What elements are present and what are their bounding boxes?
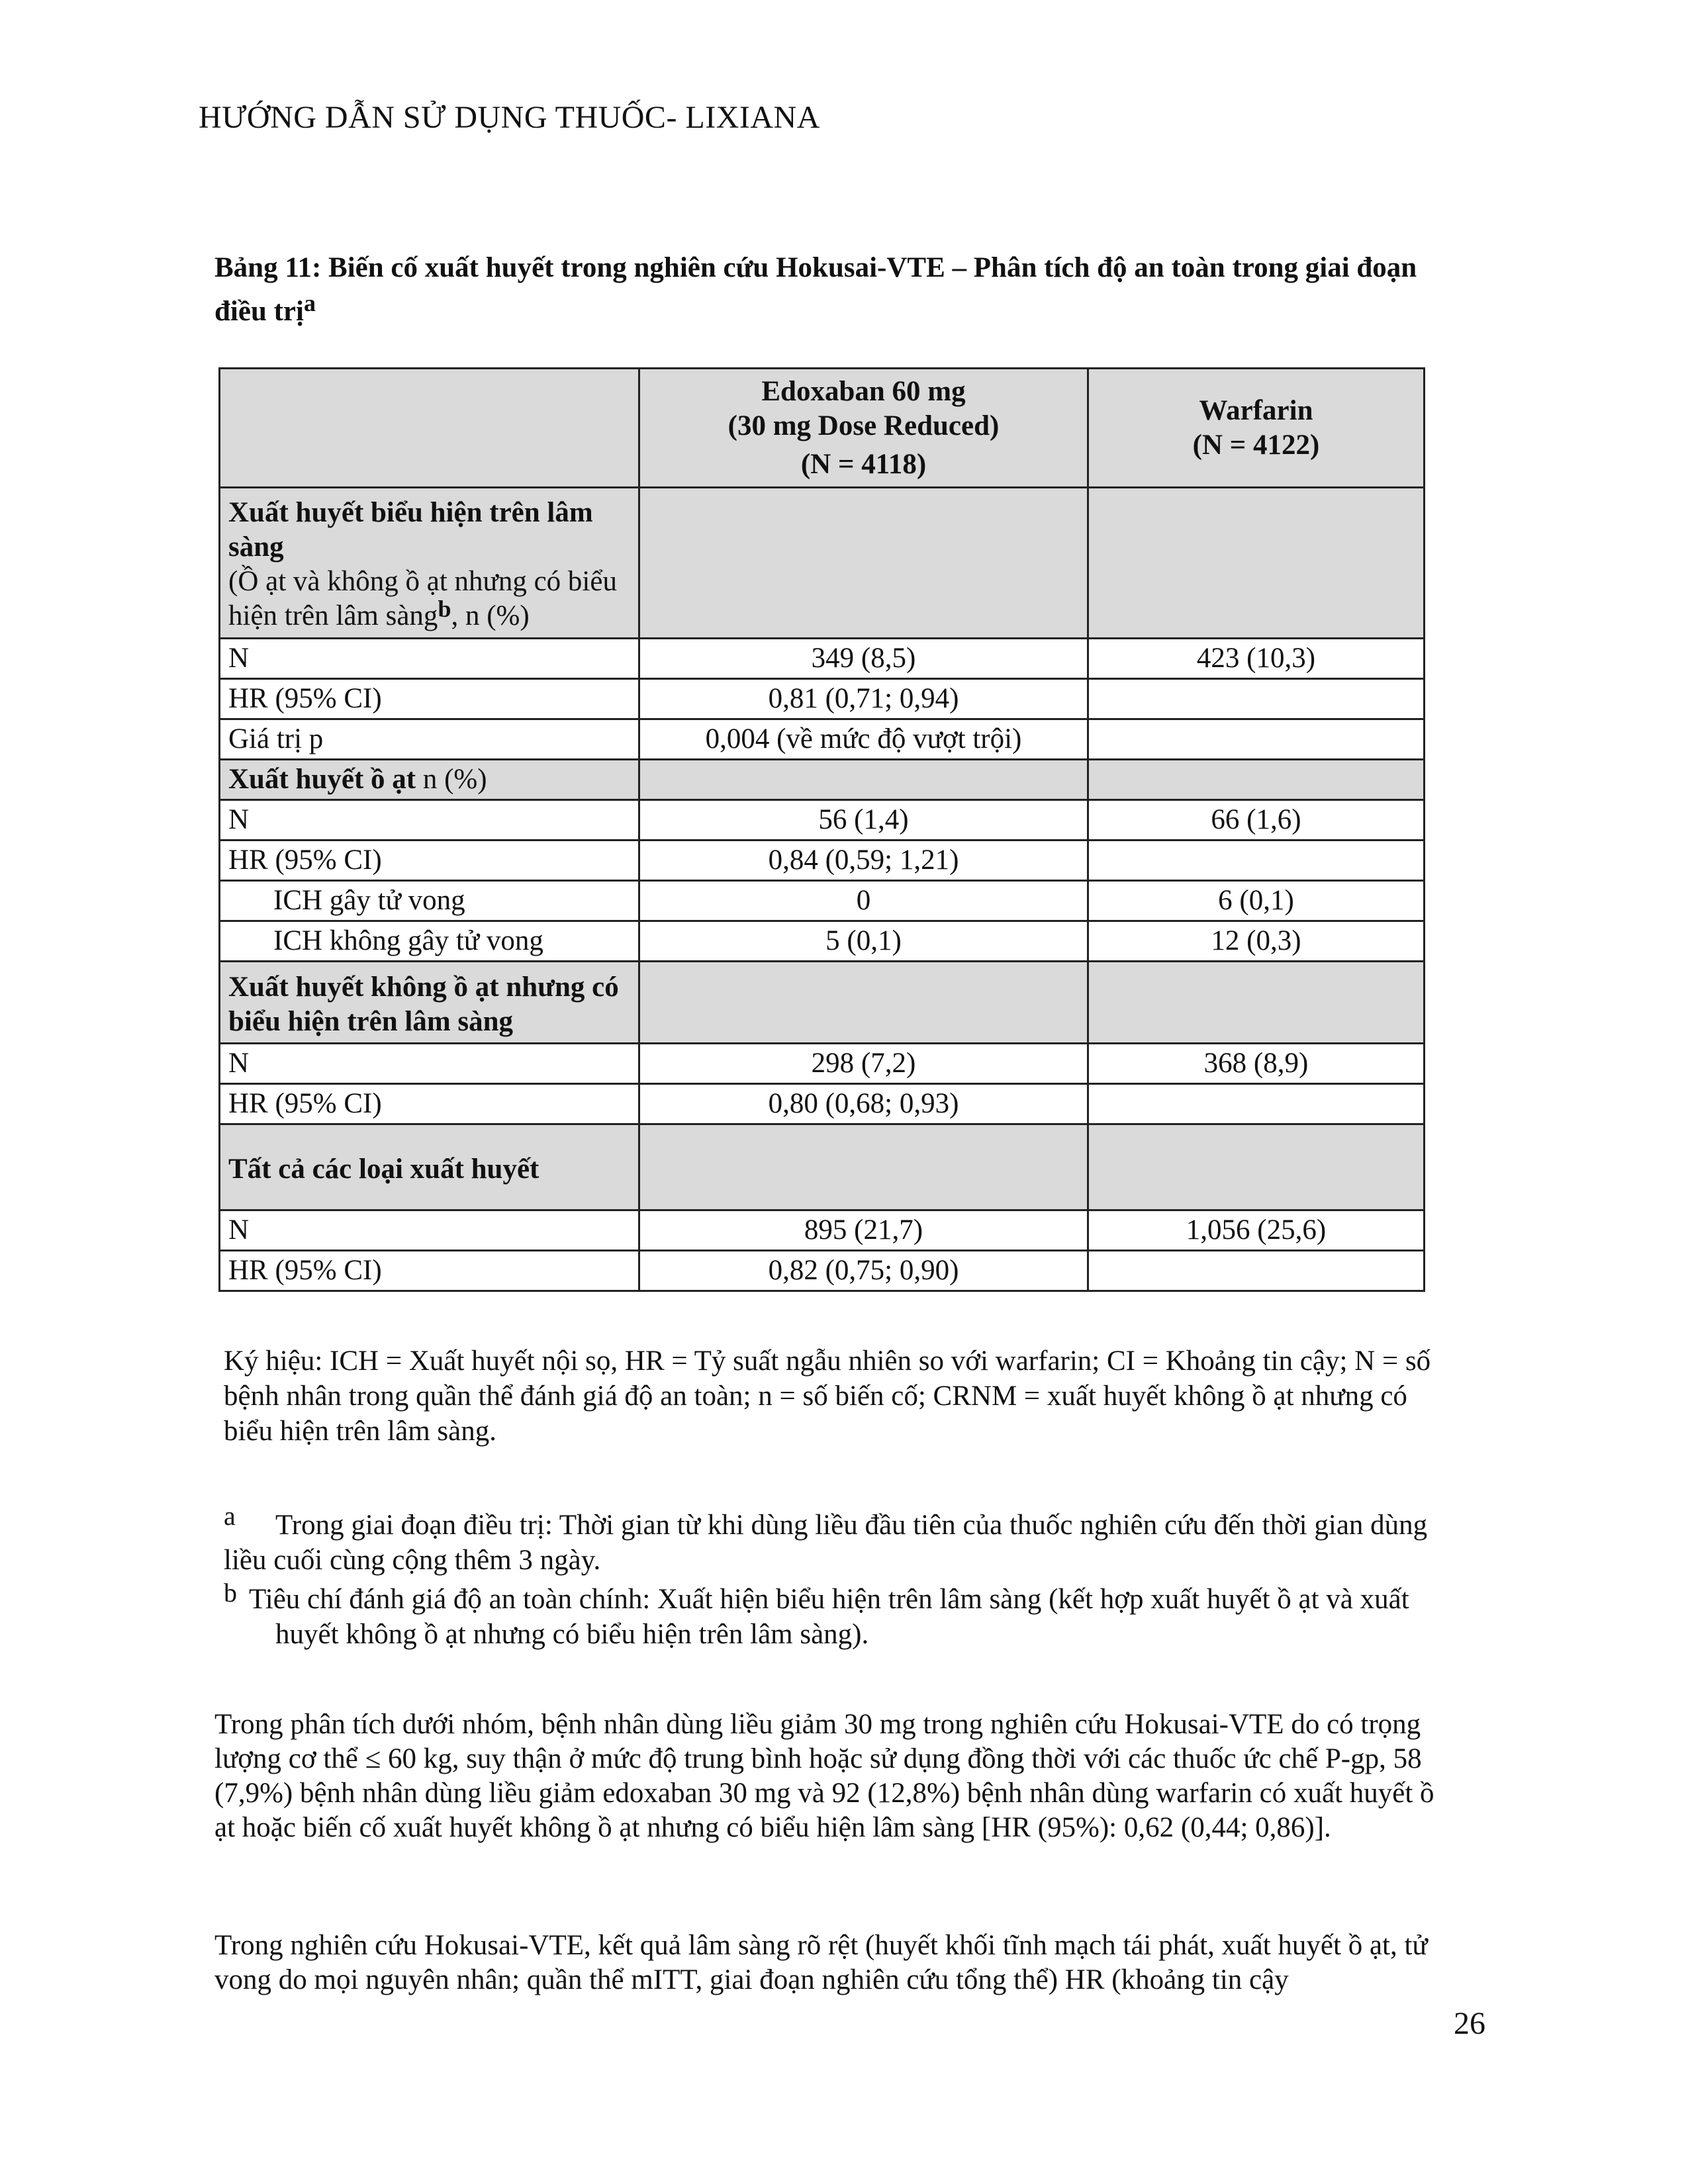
bleeding-events-table: [218, 367, 1425, 1292]
warfarin-column-header: Warfarin (N = 4122): [1088, 369, 1425, 488]
table-row: [220, 1251, 1425, 1291]
row-label: HR (95% CI): [220, 841, 639, 881]
page-number: 26: [1454, 2006, 1485, 2041]
edoxaban-value: 0,81 (0,71; 0,94): [639, 679, 1088, 719]
edoxaban-value: 56 (1,4): [639, 800, 1088, 841]
table-row: [220, 719, 1425, 760]
edoxaban-value: 349 (8,5): [639, 639, 1088, 679]
table-row: [220, 1044, 1425, 1084]
row-label: N: [220, 1044, 639, 1084]
section-empty-cell: [1088, 488, 1425, 639]
footnote-b: [224, 1578, 1468, 1652]
footnote-marker: b: [438, 595, 451, 622]
section-header-row: [220, 760, 1425, 800]
section-empty-cell: [639, 1124, 1088, 1210]
section-title-major-bleeding: Xuất huyết ồ ạt n (%): [220, 760, 639, 800]
table-header-row: [220, 369, 1425, 488]
section-empty-cell: [639, 760, 1088, 800]
section-empty-cell: [1088, 760, 1425, 800]
footnote-marker: b: [224, 1578, 237, 1608]
warfarin-value: 12 (0,3): [1088, 921, 1425, 962]
edoxaban-value: 0,004 (về mức độ vượt trội): [639, 719, 1088, 760]
section-empty-cell: [1088, 962, 1425, 1044]
edoxaban-value: 895 (21,7): [639, 1210, 1088, 1251]
edoxaban-value: 5 (0,1): [639, 921, 1088, 962]
table-row: [220, 921, 1425, 962]
section-title-all-bleeding: Tất cả các loại xuất huyết: [220, 1124, 639, 1210]
row-label: ICH gây tử vong: [220, 881, 639, 921]
warfarin-value: 66 (1,6): [1088, 800, 1425, 841]
footnote-text: Trong giai đoạn điều trị: Thời gian từ khi dùng liều đầu tiên của thuốc nghiên cứu đến thời gian dùng liều cuối cùng cộng thêm 3 ngày.: [224, 1510, 1428, 1576]
row-label: N: [220, 639, 639, 679]
table-row: [220, 800, 1425, 841]
warfarin-value: 423 (10,3): [1088, 639, 1425, 679]
edoxaban-value: 0,84 (0,59; 1,21): [639, 841, 1088, 881]
warfarin-value: [1088, 1084, 1425, 1124]
table-row: [220, 1084, 1425, 1124]
section-title-clinically-relevant-bleeding: Xuất huyết biểu hiện trên lâm sàng (Ồ ạt và không ồ ạt nhưng có biểu hiện trên lâm sàng$^b$, n (%): [220, 488, 639, 639]
footnote-a: [224, 1501, 1468, 1578]
warfarin-value: [1088, 679, 1425, 719]
edoxaban-value: 0,80 (0,68; 0,93): [639, 1084, 1088, 1124]
edoxaban-column-header: Edoxaban 60 mg (30 mg Dose Reduced) (N = 4118): [639, 369, 1088, 488]
row-label: HR (95% CI): [220, 679, 639, 719]
table-row: [220, 679, 1425, 719]
warfarin-value: 6 (0,1): [1088, 881, 1425, 921]
section-empty-cell: [639, 488, 1088, 639]
warfarin-value: 1,056 (25,6): [1088, 1210, 1425, 1251]
edoxaban-value: 298 (7,2): [639, 1044, 1088, 1084]
body-paragraph: Trong phân tích dưới nhóm, bệnh nhân dùng liều giảm 30 mg trong nghiên cứu Hokusai-VTE do có trọng lượng cơ thể ≤ 60 kg, suy thận ở mức độ trung bình hoặc sử dụng đồng thời với các thuốc ức chế P-gp, 58 (7,9%) bệnh nhân dùng liều giảm edoxaban 30 mg và 92 (12,8%) bệnh nhân dùng warfarin có xuất huyết ồ ạt hoặc biến cố xuất huyết không ồ ạt nhưng có biểu hiện lâm sàng [HR (95%): 0,62 (0,44; 0,86)].: [214, 1709, 1434, 1843]
table-row: [220, 1210, 1425, 1251]
warfarin-value: [1088, 1251, 1425, 1291]
header-empty-cell: [220, 369, 639, 488]
section-empty-cell: [1088, 1124, 1425, 1210]
body-paragraph: Trong nghiên cứu Hokusai-VTE, kết quả lâm sàng rõ rệt (huyết khối tĩnh mạch tái phát, xuất huyết ồ ạt, tử vong do mọi nguyên nhân; quần thể mITT, giai đoạn nghiên cứu tổng thể) HR (khoảng tin cậy: [214, 1930, 1428, 1995]
table-caption: Bảng 11: Biến cố xuất huyết trong nghiên cứu Hokusai-VTE – Phân tích độ an toàn trong giai đoạn điều trị$^a$: [214, 252, 1417, 327]
row-label: HR (95% CI): [220, 1251, 639, 1291]
footnote-text: Tiêu chí đánh giá độ an toàn chính: Xuất hiện biểu hiện trên lâm sàng (kết hợp xuất huyết ồ ạt và xuất huyết không ồ ạt nhưng có biểu hiện trên lâm sàng).: [249, 1584, 1409, 1650]
edoxaban-value: 0,82 (0,75; 0,90): [639, 1251, 1088, 1291]
row-label: Giá trị p: [220, 719, 639, 760]
table-row: [220, 841, 1425, 881]
footnote-marker: a: [303, 290, 316, 316]
section-title-crnm-bleeding: Xuất huyết không ồ ạt nhưng có biểu hiện trên lâm sàng: [220, 962, 639, 1044]
row-label: N: [220, 1210, 639, 1251]
edoxaban-value: 0: [639, 881, 1088, 921]
row-label: ICH không gây tử vong: [220, 921, 639, 962]
row-label: N: [220, 800, 639, 841]
section-empty-cell: [639, 962, 1088, 1044]
section-header-row: [220, 962, 1425, 1044]
warfarin-value: [1088, 841, 1425, 881]
warfarin-value: [1088, 719, 1425, 760]
running-header: HƯỚNG DẪN SỬ DỤNG THUỐC- LIXIANA: [199, 100, 820, 135]
abbreviations-note: Ký hiệu: ICH = Xuất huyết nội sọ, HR = Tỷ suất ngẫu nhiên so với warfarin; CI = Khoảng tin cậy; N = số bệnh nhân trong quần thể đánh giá độ an toàn; n = số biến cố; CRNM = xuất huyết không ồ ạt nhưng có biểu hiện trên lâm sàng.: [224, 1345, 1431, 1447]
table-row: [220, 881, 1425, 921]
table-row: [220, 639, 1425, 679]
section-header-row: [220, 1124, 1425, 1210]
warfarin-value: 368 (8,9): [1088, 1044, 1425, 1084]
section-header-row: [220, 488, 1425, 639]
row-label: HR (95% CI): [220, 1084, 639, 1124]
footnote-marker: a: [224, 1501, 236, 1531]
